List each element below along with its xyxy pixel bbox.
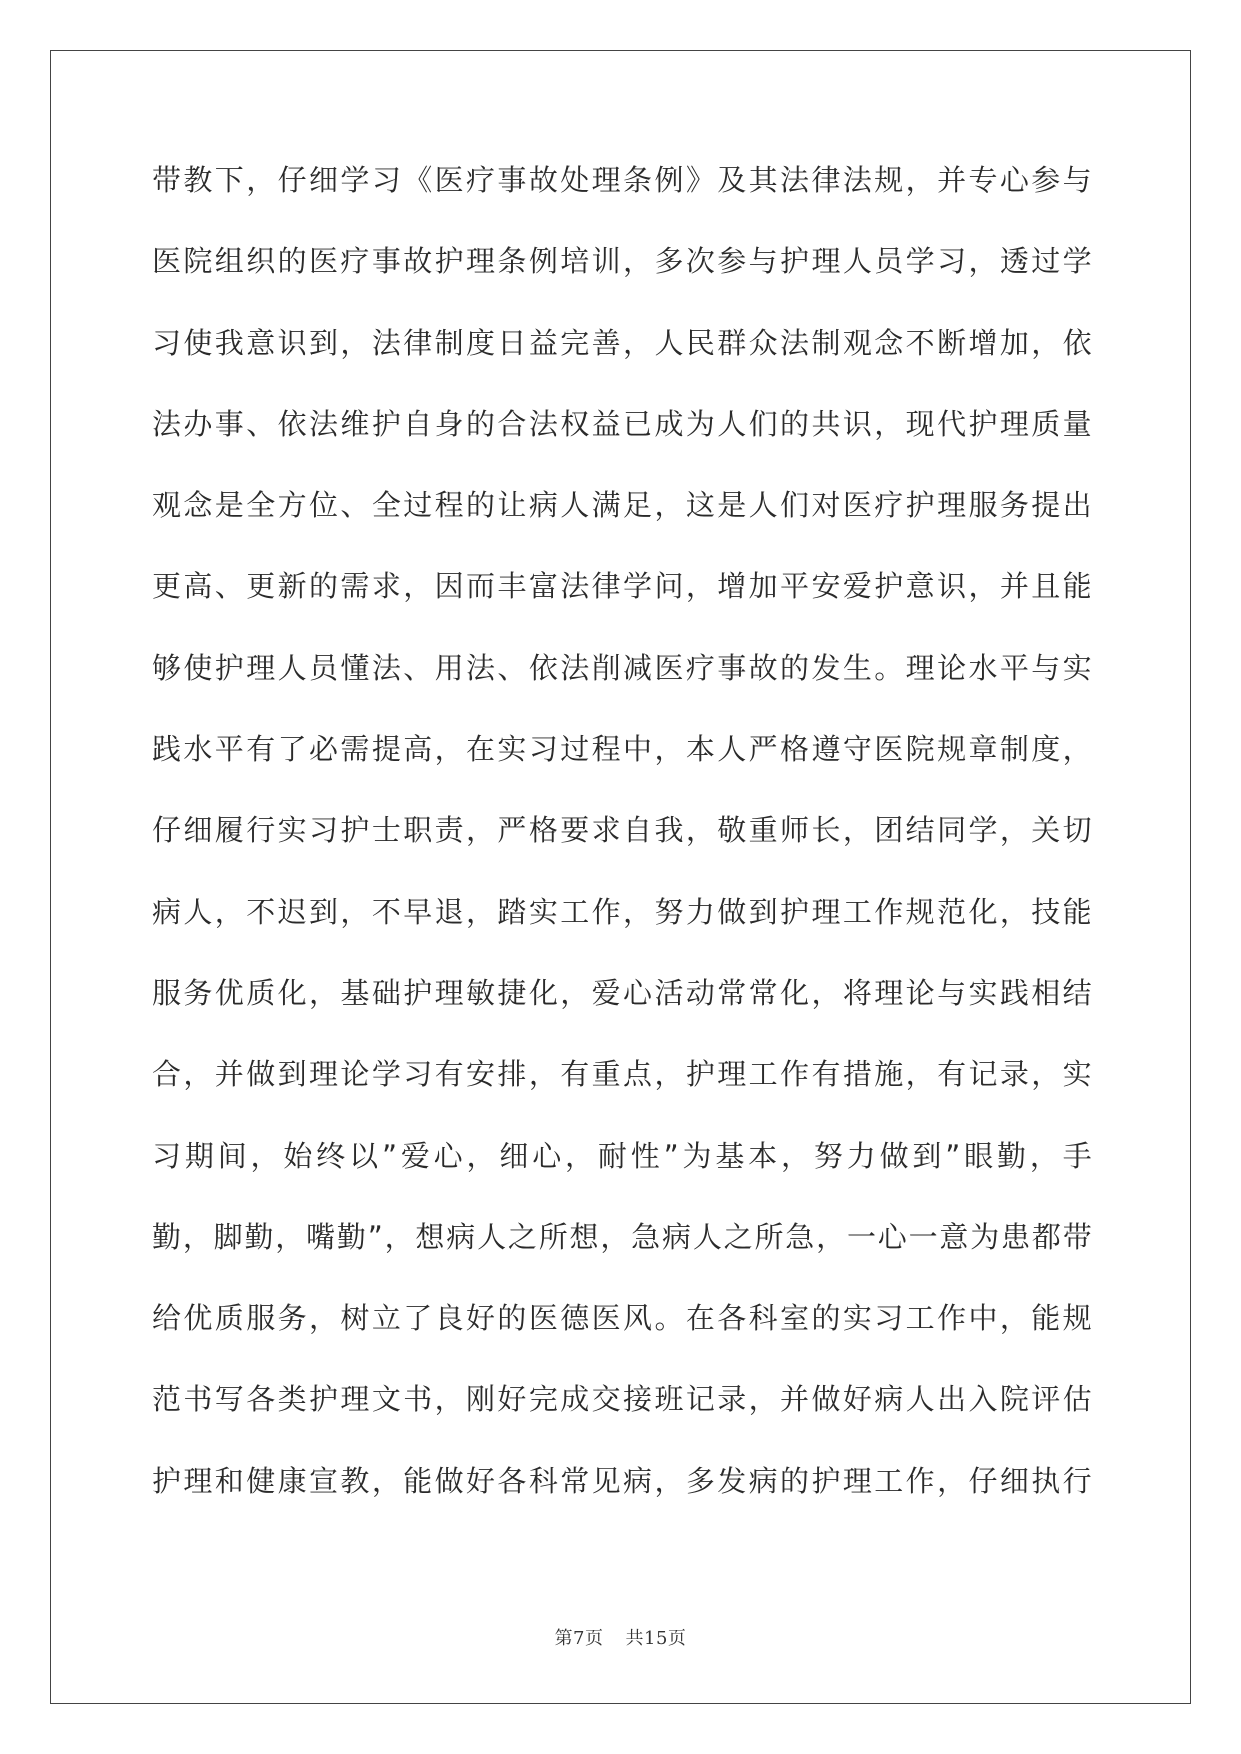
body-text [152,160,1092,1542]
page-number-total: 共15页 [625,1628,687,1649]
text-line: 践水平有了必需提高，在实习过程中，本人严格遵守医院规章制度， [152,732,1092,767]
text-line: 范书写各类护理文书，刚好完成交接班记录，并做好病人出入院评估 [152,1382,1092,1417]
text-line: 够使护理人员懂法、用法、依法削减医疗事故的发生。理论水平与实 [152,650,1092,685]
text-line: 病人，不迟到，不早退，踏实工作，努力做到护理工作规范化，技能 [152,894,1092,929]
text-line: 仔细履行实习护士职责，严格要求自我，敬重师长，团结同学，关切 [152,813,1092,848]
text-line: 法办事、依法维护自身的合法权益已成为人们的共识，现代护理质量 [152,406,1092,441]
text-line: 带教下，仔细学习《医疗事故处理条例》及其法律法规，并专心参与 [152,163,1092,197]
text-line: 服务优质化，基础护理敏捷化，爱心活动常常化，将理论与实践相结 [152,975,1092,1010]
text-line: 习期间，始终以”爱心，细心，耐性”为基本，努力做到”眼勤，手 [152,1138,1092,1173]
text-line: 给优质服务，树立了良好的医德医风。在各科室的实习工作中，能规 [152,1301,1092,1336]
text-line: 观念是全方位、全过程的让病人满足，这是人们对医疗护理服务提出 [152,488,1092,523]
text-line: 习使我意识到，法律制度日益完善，人民群众法制观念不断增加，依 [152,325,1092,360]
page-footer [0,1624,1241,1650]
text-line: 医院组织的医疗事故护理条例培训，多次参与护理人员学习，透过学 [152,244,1092,279]
text-line: 合，并做到理论学习有安排，有重点，护理工作有措施，有记录，实 [152,1057,1092,1092]
page-number-current: 第7页 [554,1628,604,1649]
text-line: 护理和健康宣教，能做好各科常见病，多发病的护理工作，仔细执行 [152,1463,1092,1498]
text-line: 更高、更新的需求，因而丰富法律学问，增加平安爱护意识，并且能 [152,569,1092,604]
text-line: 勤，脚勤，嘴勤”，想病人之所想，急病人之所急，一心一意为患都带 [152,1219,1092,1254]
